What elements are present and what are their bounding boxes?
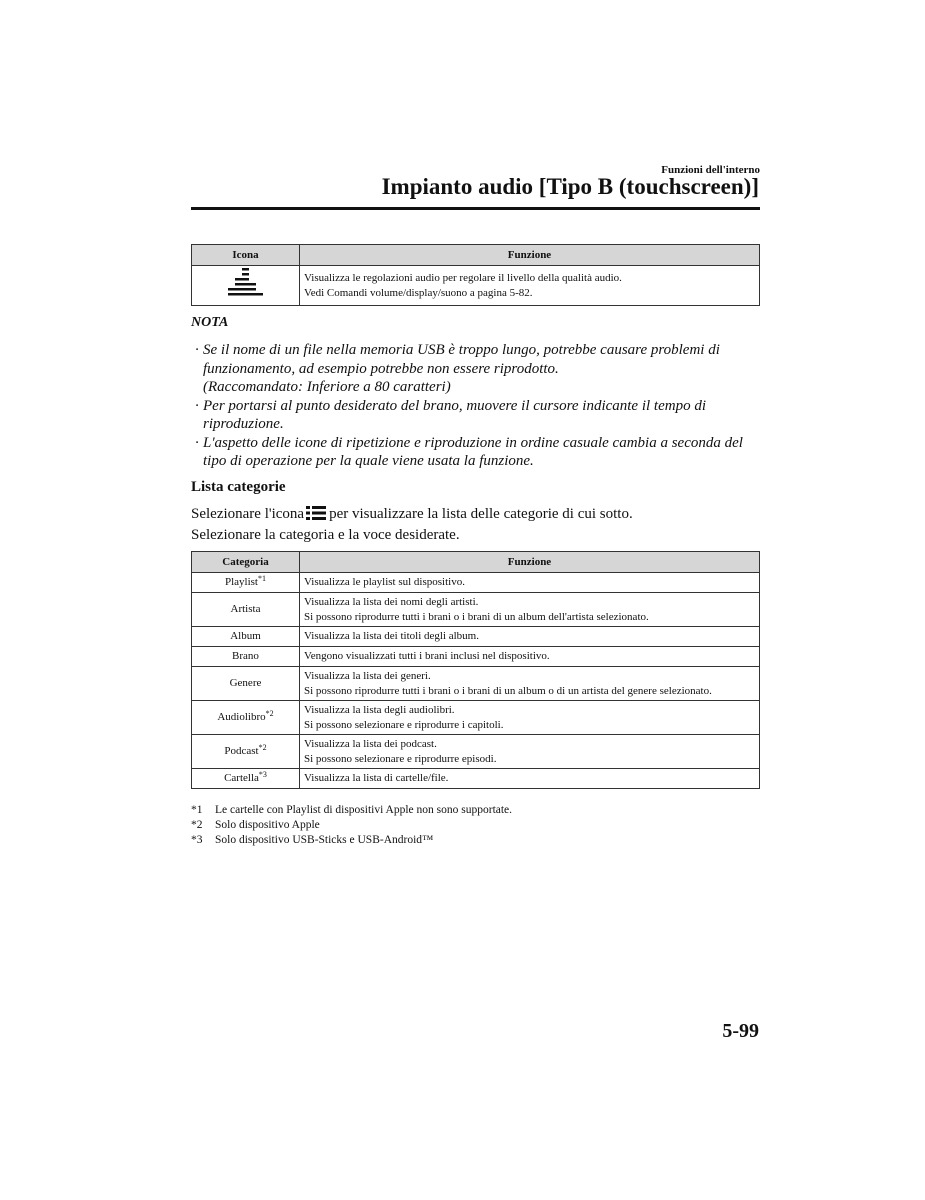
function-cell bbox=[300, 573, 760, 593]
table-row bbox=[192, 573, 760, 593]
table-row bbox=[192, 266, 760, 306]
note-item bbox=[191, 341, 763, 397]
note-item bbox=[191, 397, 763, 434]
table-row bbox=[192, 627, 760, 647]
function-cell bbox=[300, 667, 760, 701]
function-line: Visualizza la lista dei generi. bbox=[304, 669, 431, 682]
footnote-ref: *3 bbox=[258, 770, 267, 779]
category-name: Brano bbox=[232, 650, 259, 662]
category-cell bbox=[192, 627, 300, 647]
bullet: · bbox=[195, 434, 199, 451]
function-cell bbox=[300, 735, 760, 769]
note-text: L'aspetto delle icone di ripetizione e riproduzione in ordine casuale cambia a seconda del tipo di operazione per la quale viene usata la funzione. bbox=[203, 434, 743, 469]
function-line: Si possono riprodurre tutti i brani o i brani di un album o di un artista del genere selezionato. bbox=[304, 684, 712, 697]
function-cell bbox=[300, 647, 760, 667]
title-rule bbox=[191, 207, 760, 210]
function-line: Visualizza le playlist sul dispositivo. bbox=[304, 576, 465, 588]
category-name: Cartella bbox=[224, 772, 259, 784]
page-number: 5-99 bbox=[722, 1020, 759, 1042]
function-line: Visualizza le regolazioni audio per regolare il livello della qualità audio. bbox=[304, 271, 622, 284]
function-cell bbox=[300, 593, 760, 627]
footnote-ref: *2 bbox=[258, 743, 267, 752]
function-line: Vengono visualizzati tutti i brani inclusi nel dispositivo. bbox=[304, 650, 550, 662]
page-title: Impianto audio [Tipo B (touchscreen)] bbox=[381, 174, 759, 199]
function-line: Visualizza la lista dei nomi degli artisti. bbox=[304, 595, 479, 608]
intro-text-before: Selezionare l'icona bbox=[191, 506, 305, 522]
category-name: Playlist bbox=[224, 576, 258, 588]
footnote bbox=[191, 803, 512, 818]
category-cell bbox=[192, 667, 300, 701]
category-name: Album bbox=[230, 630, 261, 642]
function-line: Vedi Comandi volume/display/suono a pagina 5-82. bbox=[304, 286, 533, 299]
function-column-header: Funzione bbox=[300, 245, 760, 266]
category-cell bbox=[192, 769, 300, 789]
function-line: Si possono selezionare e riprodurre i capitoli. bbox=[304, 718, 504, 731]
bullet: · bbox=[195, 342, 199, 358]
category-name: Artista bbox=[230, 603, 261, 615]
table-row bbox=[192, 593, 760, 627]
function-cell bbox=[300, 266, 760, 306]
icon-cell bbox=[192, 266, 300, 306]
footnote bbox=[191, 833, 512, 848]
intro-text-line2: Selezionare la categoria e la voce desiderate. bbox=[191, 527, 460, 543]
function-cell bbox=[300, 769, 760, 789]
icon-function-table bbox=[191, 244, 760, 306]
footnotes bbox=[191, 803, 512, 848]
function-cell bbox=[300, 627, 760, 647]
function-line: Visualizza la lista degli audiolibri. bbox=[304, 703, 455, 716]
category-cell bbox=[192, 701, 300, 735]
table-row bbox=[192, 701, 760, 735]
note-text: Se il nome di un file nella memoria USB è troppo lungo, potrebbe causare problemi di funzionamento, ad esempio potrebbe non essere riprodotto. bbox=[203, 342, 720, 377]
footnote-mark: *3 bbox=[191, 834, 203, 846]
bullet: · bbox=[195, 397, 199, 414]
table-row bbox=[192, 735, 760, 769]
footnote-mark: *1 bbox=[191, 804, 203, 816]
category-name: Podcast bbox=[224, 745, 259, 757]
function-line: Si possono selezionare e riprodurre episodi. bbox=[304, 752, 497, 765]
category-cell bbox=[192, 735, 300, 769]
note-title: NOTA bbox=[191, 315, 229, 330]
category-cell bbox=[192, 593, 300, 627]
footnote-ref: *1 bbox=[258, 574, 266, 583]
note-list bbox=[191, 341, 763, 471]
note-item bbox=[191, 434, 763, 471]
function-line: Visualizza la lista di cartelle/file. bbox=[304, 772, 449, 784]
table-row bbox=[192, 647, 760, 667]
section-label: Funzioni dell'interno bbox=[661, 164, 760, 176]
category-list-heading: Lista categorie bbox=[191, 479, 286, 495]
equalizer-icon bbox=[227, 267, 265, 299]
table-row bbox=[192, 769, 760, 789]
category-name: Audiolibro bbox=[217, 711, 266, 723]
function-line: Visualizza la lista dei podcast. bbox=[304, 737, 437, 750]
footnote-text: Solo dispositivo Apple bbox=[215, 819, 320, 831]
function-cell bbox=[300, 701, 760, 735]
category-table bbox=[191, 551, 760, 789]
function-line: Visualizza la lista dei titoli degli album. bbox=[304, 630, 479, 642]
icon-column-header: Icona bbox=[192, 245, 300, 266]
footnote bbox=[191, 818, 512, 833]
footnote-text: Solo dispositivo USB-Sticks e USB-Android™ bbox=[215, 834, 434, 846]
footnote-text: Le cartelle con Playlist di dispositivi Apple non sono supportate. bbox=[215, 804, 513, 816]
category-cell bbox=[192, 573, 300, 593]
category-name: Genere bbox=[229, 677, 262, 689]
footnote-mark: *2 bbox=[191, 819, 203, 831]
category-column-header: Categoria bbox=[192, 552, 300, 573]
table-row bbox=[192, 667, 760, 701]
function-column-header: Funzione bbox=[300, 552, 760, 573]
function-line: Si possono riprodurre tutti i brani o i brani di un album dell'artista selezionato. bbox=[304, 610, 649, 623]
note-extra: (Raccomandato: Inferiore a 80 caratteri) bbox=[203, 379, 451, 395]
footnote-ref: *2 bbox=[265, 709, 274, 718]
note-text: Per portarsi al punto desiderato del brano, muovere il cursore indicante il tempo di riproduzione. bbox=[203, 397, 706, 432]
category-cell bbox=[192, 647, 300, 667]
intro-text-after: per visualizzare la lista delle categorie di cui sotto. bbox=[329, 506, 633, 522]
list-icon bbox=[306, 506, 326, 526]
category-intro bbox=[191, 505, 763, 545]
